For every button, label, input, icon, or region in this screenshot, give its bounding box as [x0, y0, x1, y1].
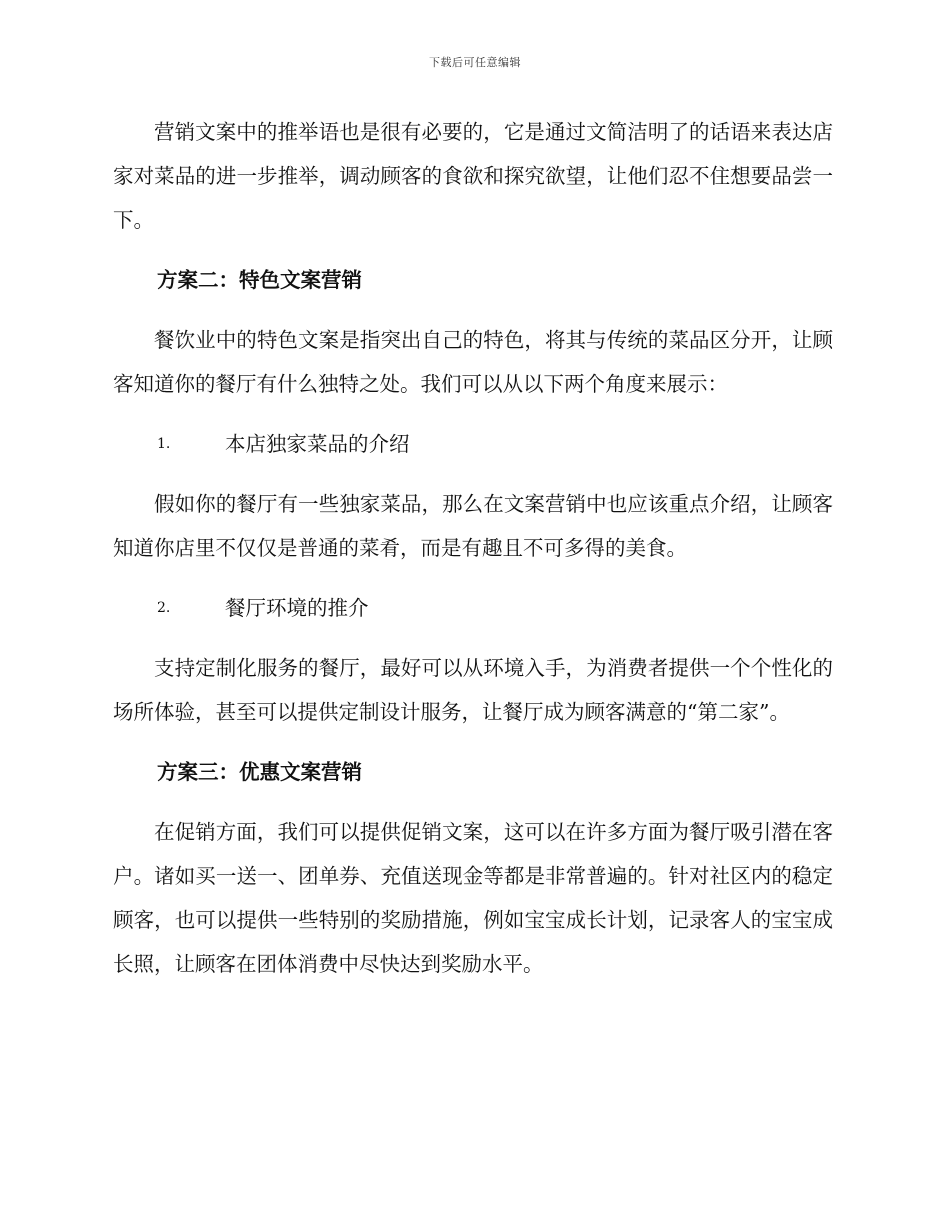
paragraph-exclusive-dishes: 假如你的餐厅有一些独家菜品，那么在文案营销中也应该重点介绍，让顾客知道你店里不仅仅是普通的菜肴，而是有趣且不可多得的美食。	[113, 492, 833, 560]
list-number: 2.	[157, 600, 171, 616]
document-body	[113, 110, 833, 1002]
page-header: 下载后可任意编辑	[429, 56, 521, 69]
heading-plan-two: 方案二：特色文案营销	[157, 268, 362, 292]
list-item-text: 本店独家菜品的介绍	[225, 432, 410, 456]
list-item-1	[113, 422, 833, 466]
paragraph-feature-copy: 餐饮业中的特色文案是指突出自己的特色，将其与传统的菜品区分开，让顾客知道你的餐厅有什么独特之处。我们可以从以下两个角度来展示：	[113, 328, 833, 396]
list-number: 1.	[157, 436, 171, 452]
paragraph-recommendation: 营销文案中的推举语也是很有必要的，它是通过文简洁明了的话语来表达店家对菜品的进一步推举，调动顾客的食欲和探究欲望，让他们忍不住想要品尝一下。	[113, 120, 833, 232]
paragraph-promotion: 在促销方面，我们可以提供促销文案，这可以在许多方面为餐厅吸引潜在客户。诸如买一送一、团单券、充值送现金等都是非常普遍的。针对社区内的稳定顾客，也可以提供一些特别的奖励措施，例如宝宝成长计划，记录客人的宝宝成长照，让顾客在团体消费中尽快达到奖励水平。	[113, 820, 833, 976]
heading-plan-three: 方案三：优惠文案营销	[157, 760, 362, 784]
list-item-text: 餐厅环境的推介	[225, 596, 369, 620]
paragraph-environment: 支持定制化服务的餐厅，最好可以从环境入手，为消费者提供一个个性化的场所体验，甚至可以提供定制设计服务，让餐厅成为顾客满意的“第二家”。	[113, 656, 833, 724]
list-item-2	[113, 586, 833, 630]
